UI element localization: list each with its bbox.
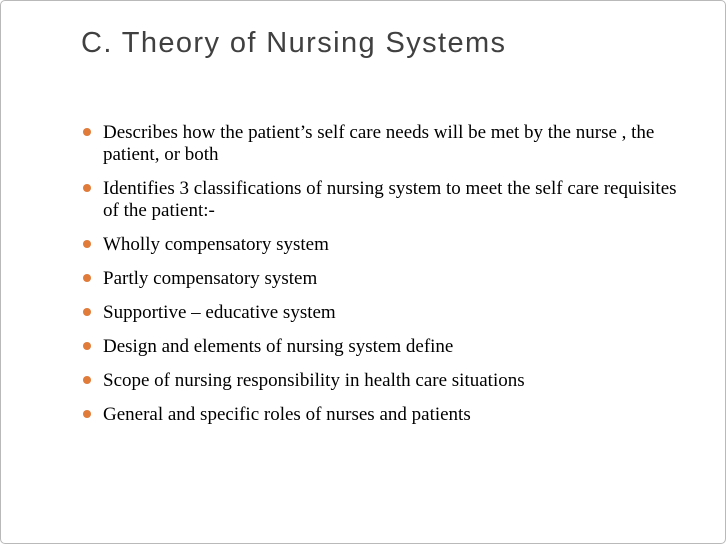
slide-title: C. Theory of Nursing Systems xyxy=(81,27,507,59)
bullet-item xyxy=(83,234,683,256)
bullet-list xyxy=(83,122,683,438)
bullet-dot-icon xyxy=(83,240,91,248)
bullet-text: Identifies 3 classifications of nursing system to meet the self care requisites of the patient:- xyxy=(103,178,677,221)
bullet-text: Wholly compensatory system xyxy=(103,234,329,255)
bullet-dot-icon xyxy=(83,128,91,136)
bullet-text: Partly compensatory system xyxy=(103,268,318,289)
bullet-dot-icon xyxy=(83,342,91,350)
bullet-dot-icon xyxy=(83,376,91,384)
bullet-item xyxy=(83,336,683,358)
bullet-text: Scope of nursing responsibility in health care situations xyxy=(103,370,525,391)
bullet-text: Design and elements of nursing system define xyxy=(103,336,454,357)
bullet-dot-icon xyxy=(83,274,91,282)
bullet-dot-icon xyxy=(83,184,91,192)
bullet-text: Supportive – educative system xyxy=(103,302,336,323)
bullet-item xyxy=(83,122,683,166)
bullet-text: Describes how the patient’s self care needs will be met by the nurse , the patient, or both xyxy=(103,122,655,165)
bullet-item xyxy=(83,302,683,324)
bullet-item xyxy=(83,178,683,222)
bullet-item xyxy=(83,370,683,392)
bullet-dot-icon xyxy=(83,410,91,418)
bullet-item xyxy=(83,268,683,290)
bullet-item xyxy=(83,404,683,426)
bullet-dot-icon xyxy=(83,308,91,316)
bullet-text: General and specific roles of nurses and patients xyxy=(103,404,471,425)
